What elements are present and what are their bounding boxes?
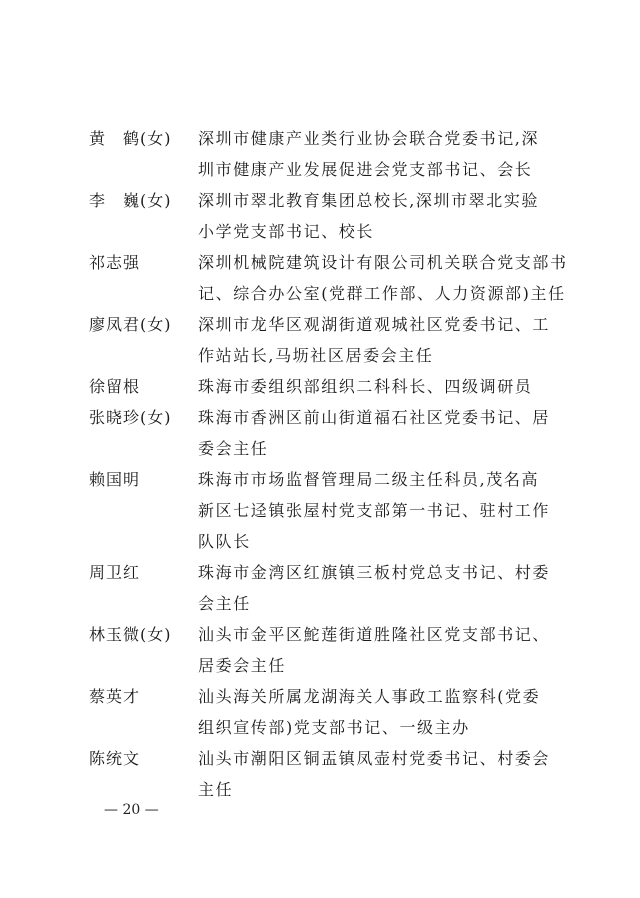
person-name: 徐留根 — [89, 377, 141, 396]
person-name: 周卫红 — [89, 563, 141, 582]
position-description-line: 深圳市翠北教育集团总校长,深圳市翠北实验 — [198, 191, 540, 210]
position-description-line: 作站站长,马坜社区居委会主任 — [198, 346, 434, 365]
position-description-line: 委会主任 — [198, 439, 269, 458]
position-description-line: 深圳市龙华区观湖街道观城社区党委书记、工 — [198, 315, 551, 334]
position-description-line: 汕头市潮阳区铜盂镇凤壶村党委书记、村委会 — [198, 749, 551, 768]
position-description-line: 汕头海关所属龙湖海关人事政工监察科(党委 — [198, 687, 541, 706]
position-description-line: 珠海市香洲区前山街道福石社区党委书记、居 — [198, 408, 551, 427]
page-number: — 20 — — [104, 802, 159, 818]
person-name: 李 巍(女) — [89, 191, 172, 210]
person-name: 林玉微(女) — [89, 625, 172, 644]
position-description-line: 小学党支部书记、校长 — [198, 222, 375, 241]
position-description-line: 居委会主任 — [198, 656, 287, 675]
position-description-line: 记、综合办公室(党群工作部、人力资源部)主任 — [198, 284, 566, 303]
position-description-line: 珠海市委组织部组织二科科长、四级调研员 — [198, 377, 533, 396]
position-description-line: 队队长 — [198, 532, 251, 551]
position-description-line: 深圳机械院建筑设计有限公司机关联合党支部书 — [198, 253, 568, 272]
position-description-line: 珠海市市场监督管理局二级主任科员,茂名高 — [198, 470, 540, 489]
person-name: 张晓珍(女) — [89, 408, 172, 427]
position-description-line: 汕头市金平区鮀莲街道胜隆社区党支部书记、 — [198, 625, 551, 644]
person-name: 祁志强 — [89, 253, 141, 272]
person-name: 陈统文 — [89, 749, 141, 768]
person-name: 蔡英才 — [89, 687, 141, 706]
person-name: 廖凤君(女) — [89, 315, 172, 334]
person-name: 赖国明 — [89, 470, 141, 489]
position-description-line: 主任 — [198, 780, 234, 799]
position-description-line: 新区七迳镇张屋村党支部第一书记、驻村工作 — [198, 501, 551, 520]
position-description-line: 深圳市健康产业类行业协会联合党委书记,深 — [198, 129, 540, 148]
position-description-line: 圳市健康产业发展促进会党支部书记、会长 — [198, 160, 533, 179]
person-name: 黄 鹤(女) — [89, 129, 172, 148]
position-description-line: 会主任 — [198, 594, 251, 613]
position-description-line: 组织宣传部)党支部书记、一级主办 — [198, 718, 470, 737]
position-description-line: 珠海市金湾区红旗镇三板村党总支书记、村委 — [198, 563, 551, 582]
